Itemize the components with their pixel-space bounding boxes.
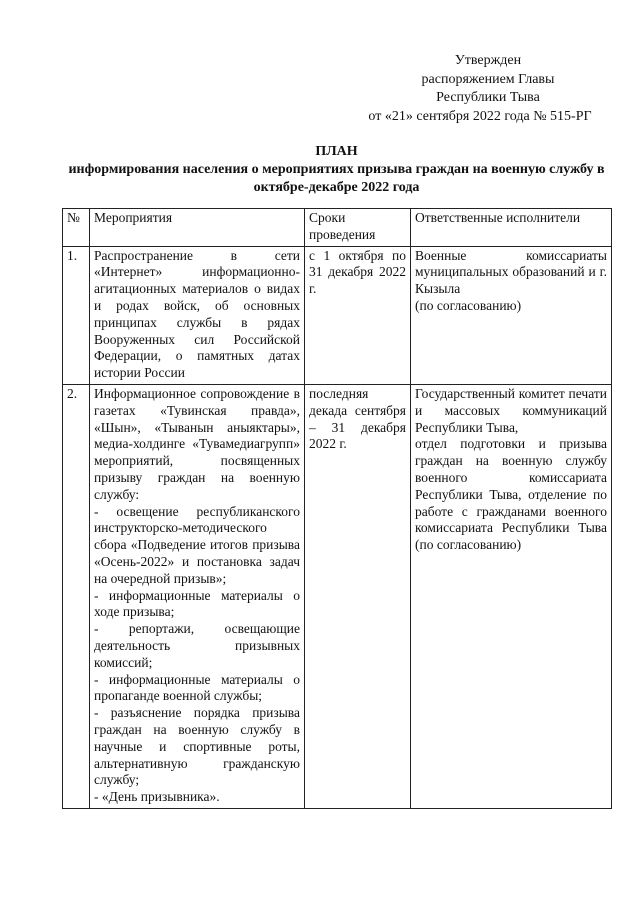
event-line: - разъяснение порядка призыва граждан на военную службу в научные и спортивные роты, альтернативную гражданскую службу; — [94, 705, 300, 788]
document-title: ПЛАН — [315, 144, 358, 159]
table-row — [63, 246, 612, 384]
header-number: № — [63, 209, 90, 247]
header-responsible: Ответственные исполнители — [411, 209, 612, 247]
row-number: 1. — [63, 246, 90, 384]
event-line: - репортажи, освещающие деятельность призывных комиссий; — [94, 621, 300, 670]
event-line: - освещение республиканского инструкторско-методического сбора «Подведение итогов призыва «Осень-2022» и постановка задач на очередной призыв»; — [94, 503, 300, 586]
responsible-line: Государственный комитет печати и массовых коммуникаций Республики Тыва, — [415, 385, 607, 435]
row-responsible — [411, 384, 612, 808]
row-term: последняя декада сентября – 31 декабря 2022 г. — [305, 384, 411, 808]
document-subtitle: информирования населения о мероприятиях призыва граждан на военную службу в октябре-декабре 2022 года — [68, 162, 605, 195]
row-events — [90, 246, 305, 384]
approval-line-3: Республики Тыва — [436, 90, 540, 105]
event-line: - «День призывника». — [94, 789, 220, 805]
row-responsible — [411, 246, 612, 384]
event-line: - информационные материалы о ходе призыва; — [94, 587, 300, 620]
row-term: с 1 октября по 31 декабря 2022 г. — [305, 246, 411, 384]
table-row — [63, 384, 612, 808]
approval-line-4: от «21» сентября 2022 года № 515-РГ — [368, 108, 592, 124]
event-line: - информационные материалы о пропаганде военной службы; — [94, 671, 300, 704]
plan-table — [62, 208, 612, 809]
row-events — [90, 384, 305, 808]
responsible-line: отдел подготовки и призыва граждан на военную службу военного комиссариата Республики Тыва, отделение по работе с гражданами военного комиссариата Республики Тыва (по согласованию) — [415, 436, 607, 553]
approval-block — [370, 52, 606, 126]
header-terms: Сроки проведения — [305, 209, 411, 247]
table-header-row — [63, 209, 612, 247]
approval-line-1: Утвержден — [454, 53, 522, 68]
event-line: Информационное сопровождение в газетах «Тувинская правда», «Шын», «Тыванын аныяктары», медиа-холдинге «Тувамедиагрупп» мероприятий, посвященных призыву граждан на военную службу: — [94, 385, 300, 502]
row-number: 2. — [63, 384, 90, 808]
approval-line-2: распоряжением Главы — [421, 71, 555, 87]
responsible-line: Военные комиссариаты муниципальных образований и г. Кызыла — [415, 247, 607, 297]
event-line: Распространение в сети «Интернет» информационно-агитационных материалов о видах и родах войск, об основных принципах службы в рядах Вооруженных сил Российской Федерации, о памятных датах истории России — [94, 247, 300, 381]
responsible-line: (по согласованию) — [415, 297, 522, 313]
header-events: Мероприятия — [90, 209, 305, 247]
